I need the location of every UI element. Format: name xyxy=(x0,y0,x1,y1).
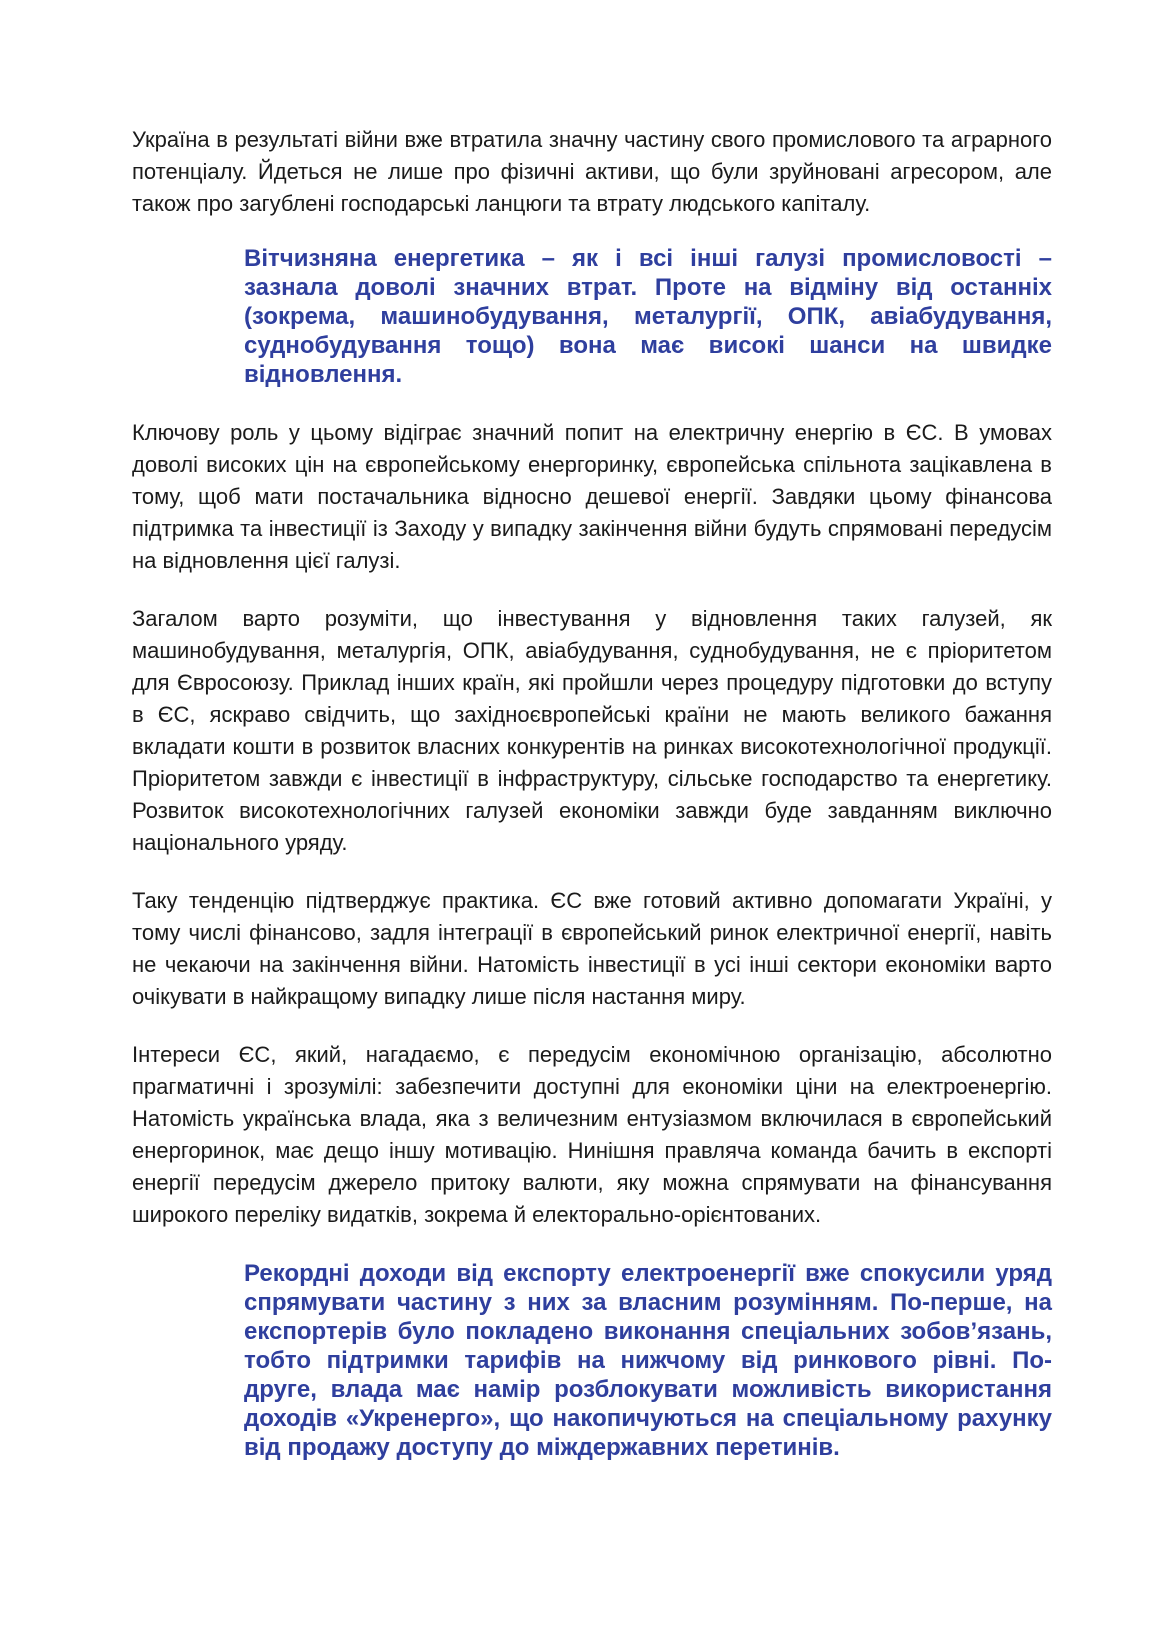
paragraph-practice-trend: Таку тенденцію підтверджує практика. ЄС вже готовий активно допомагати Україні, у тому числі фінансово, задля інтеграції в європейський ринок електричної енергії, навіть не чекаючи на закінчення війни. Натомість інвестиції в усі інші сектори економіки варто очікувати в найкращому випадку лише після настання миру. xyxy=(132,888,1052,1009)
paragraph-eu-interests: Інтереси ЄС, який, нагадаємо, є передусім економічною організацію, абсолютно прагматичні і зрозумілі: забезпечити доступні для економіки ціни на електроенергію. Натомість українська влада, яка з величезним ентузіазмом включилася в європейський енергоринок, має дещо іншу мотивацію. Нинішня правляча команда бачить в експорті енергії передусім джерело притоку валюти, яку можна спрямувати на фінансування широкого переліку видатків, зокрема й електорально-орієнтованих. xyxy=(132,1042,1052,1227)
paragraph-losses: Україна в результаті війни вже втратила значну частину свого промислового та аграрного потенціалу. Йдеться не лише про фізичні активи, що були зруйновані агресором, але також про загублені господарські ланцюги та втрату людського капіталу. xyxy=(132,127,1052,216)
paragraph-eu-demand: Ключову роль у цьому відіграє значний попит на електричну енергію в ЄС. В умовах доволі високих цін на європейському енергоринку, європейська спільнота зацікавлена в тому, щоб мати постачальника відносно дешевої енергії. Завдяки цьому фінансова підтримка та інвестиції із Заходу у випадку закінчення війни будуть спрямовані передусім на відновлення цієї галузі. xyxy=(132,420,1052,573)
pull-quote-energy-recovery: Вітчизняна енергетика – як і всі інші галузі промисловості – зазнала доволі значних втрат. Проте на відміну від останніх (зокрема, машинобудування, металургії, ОПК, авіабудування, суднобудування тощо) вона має високі шанси на швидке відновлення. xyxy=(244,245,1052,388)
pull-quote-record-revenues: Рекордні доходи від експорту електроенергії вже спокусили уряд спрямувати частину з них за власним розумінням. По-перше, на експортерів було покладено виконання спеціальних зобов’язань, тобто підтримки тарифів на нижчому від ринкового рівні. По-друге, влада має намір розблокувати можливість використання доходів «Укренерго», що накопичуються на спеціальному рахунку від продажу доступу до міждержавних перетинів. xyxy=(244,1260,1052,1461)
document-page xyxy=(132,124,1052,1462)
paragraph-investment-priorities: Загалом варто розуміти, що інвестування у відновлення таких галузей, як машинобудування, металургія, ОПК, авіабудування, суднобудування, не є пріоритетом для Євросоюзу. Приклад інших країн, які пройшли через процедуру підготовки до вступу в ЄС, яскраво свідчить, що західноєвропейські країни не мають великого бажання вкладати кошти в розвиток власних конкурентів на ринках високотехнологічної продукції. Пріоритетом завжди є інвестиції в інфраструктуру, сільське господарство та енергетику. Розвиток високотехнологічних галузей економіки завжди буде завданням виключно національного уряду. xyxy=(132,606,1052,855)
